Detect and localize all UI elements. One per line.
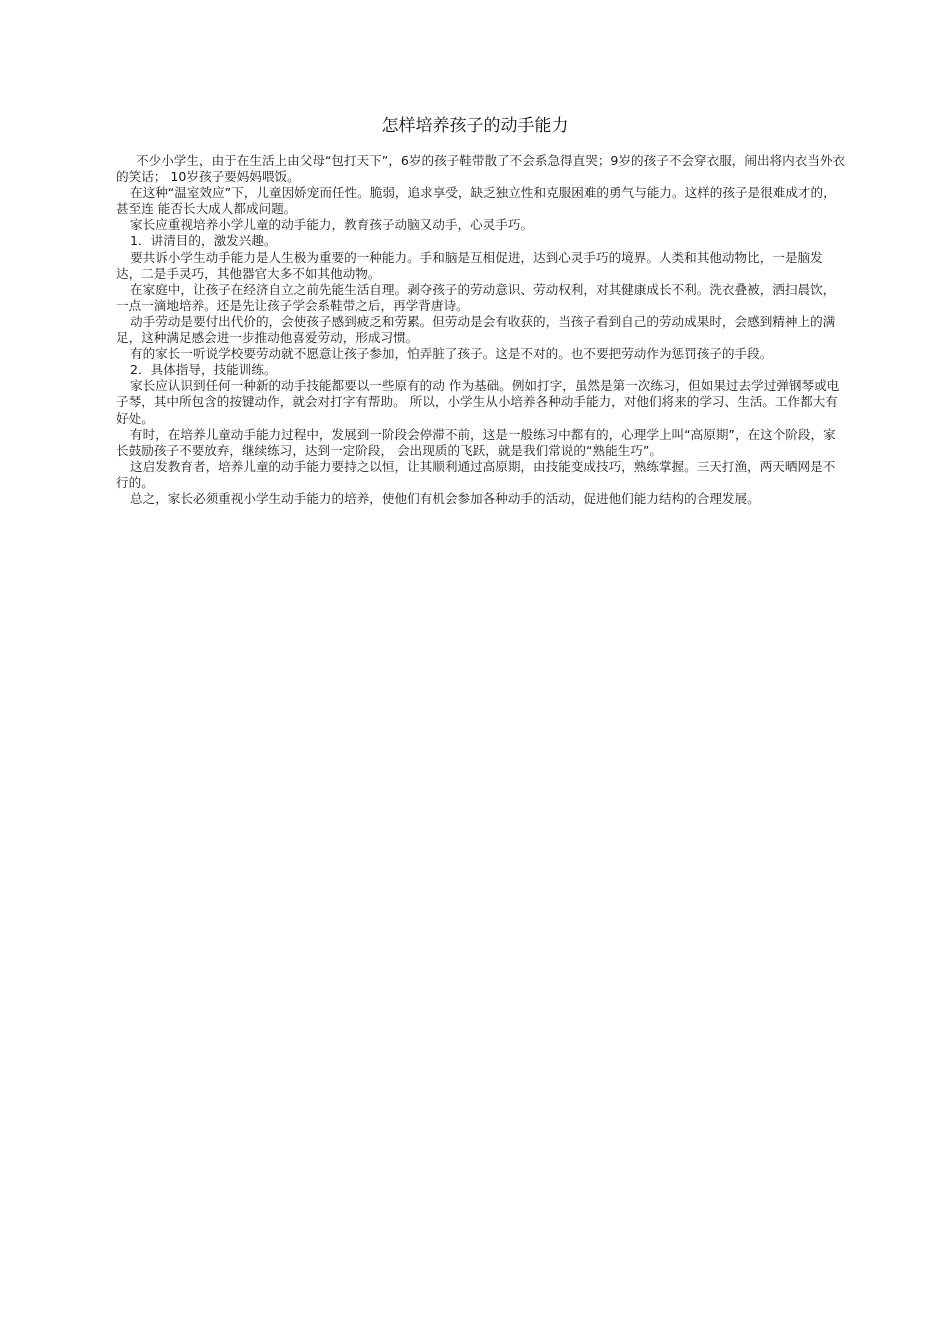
paragraph: 有时，在培养儿童动手能力过程中，发展到一阶段会停滞不前，这是一般练习中都有的，心理学上叫“高原期”，在这个阶段，家长鼓励孩子不要放弃，继续练习，达到一定阶段， 会出现质的飞跃，就是我们常说的“熟能生巧”。 bbox=[116, 426, 836, 458]
paragraph: 家长应认识到任何一种新的动手技能都要以一些原有的动 作为基础。例如打字，虽然是第一次练习，但如果过去学过弹钢琴或电子琴，其中所包含的按键动作，就会对打字有帮助。 所以，小学生从小培养各种动手能力，对他们将来的学习、生活。工作都大有好处。 bbox=[116, 378, 840, 426]
paragraph: 在这种“温室效应”下，儿童因娇宠而任性。脆弱，追求享受，缺乏独立性和克服困难的勇气与能力。这样的孩子是很难成才的，甚至连 能否长大成人都成问题。 bbox=[116, 185, 836, 217]
paragraph: 有的家长一听说学校要劳动就不愿意让孩子参加，怕弄脏了孩子。这是不对的。也不要把劳动作为惩罚孩子的手段。 bbox=[130, 346, 773, 362]
paragraph: 总之，家长必须重视小学生动手能力的培养，使他们有机会参加各种动手的活动，促进他们能力结构的合理发展。 bbox=[130, 490, 760, 506]
paragraph: 家长应重视培养小学儿童的动手能力，教育孩子动脑又动手，心灵手巧。 bbox=[130, 217, 533, 233]
section-heading: 2．具体指导，技能训练。 bbox=[130, 362, 277, 378]
paragraph: 动手劳动是要付出代价的，会使孩子感到疲乏和劳累。但劳动是会有收获的，当孩子看到自己的劳动成果时，会感到精神上的满足，这种满足感会进一步推动他喜爱劳动，形成习惯。 bbox=[116, 313, 836, 346]
section-heading: 1．讲清目的，激发兴趣。 bbox=[130, 233, 277, 249]
paragraph: 要共诉小学生动手能力是人生极为重要的一种能力。手和脑是互相促进，达到心灵手巧的境界。人类和其他动物比，一是脑发达，二是手灵巧，其他器官大多不如其他动物。 bbox=[116, 249, 823, 281]
paragraph: 不少小学生，由于在生活上由父母“包打天下”，6岁的孩子鞋带散了不会系急得直哭；9岁的孩子不会穿衣服，闹出将内衣当外衣的笑话； 10岁孩子要妈妈喂饭。 bbox=[116, 153, 846, 185]
paragraph: 在家庭中，让孩子在经济自立之前先能生活自理。剥夺孩子的劳动意识、劳动权利，对其健康成长不利。洗衣叠被，洒扫晨饮，一点一滴地培养。还是先让孩子学会系鞋带之后，再学背唐诗。 bbox=[116, 281, 836, 313]
document-title: 怎样培养孩子的动手能力 bbox=[381, 116, 569, 136]
document-body bbox=[116, 153, 846, 507]
paragraph: 这启发教育者，培养儿童的动手能力要持之以恒，让其顺利通过高原期，由技能变成技巧，熟练掌握。三天打渔，两天晒网是不行的。 bbox=[116, 458, 836, 490]
